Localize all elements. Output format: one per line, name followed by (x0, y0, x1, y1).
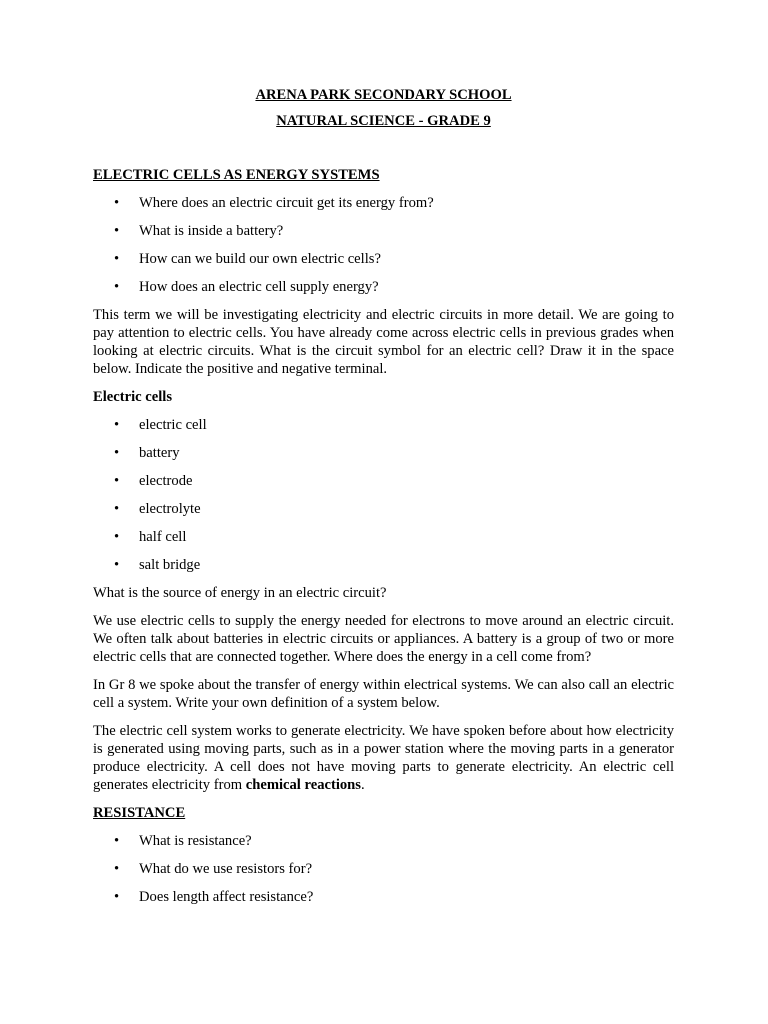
school-title: ARENA PARK SECONDARY SCHOOL (255, 87, 512, 103)
list-item-text: What is inside a battery? (139, 223, 284, 239)
bullet-icon: • (114, 833, 120, 849)
term-list (93, 416, 674, 574)
list-item (93, 888, 674, 906)
list-item-text: Where does an electric circuit get its energy from? (139, 195, 434, 211)
generation-paragraph-end: . (360, 777, 365, 793)
list-item (93, 416, 674, 434)
list-item (93, 194, 674, 212)
bullet-icon: • (114, 445, 120, 461)
list-item (93, 500, 674, 518)
list-item-text: salt bridge (139, 557, 201, 573)
generation-paragraph (93, 722, 674, 794)
list-item (93, 472, 674, 490)
list-item (93, 444, 674, 462)
list-item-text: What is resistance? (139, 833, 252, 849)
list-item (93, 556, 674, 574)
bullet-icon: • (114, 417, 120, 433)
list-item (93, 832, 674, 850)
question-list-energy (93, 194, 674, 296)
list-item-text: battery (139, 445, 180, 461)
list-item-text: How does an electric cell supply energy? (139, 279, 379, 295)
bullet-icon: • (114, 473, 120, 489)
generation-paragraph-text: The electric cell system works to generate electricity. We have spoken before about how electricity is generated using moving parts, such as in a power station where the moving parts in a generator produce electricity. A cell does not have moving parts to generate electricity. An electric cell generates electricity from (93, 723, 674, 793)
list-item-text: half cell (139, 529, 187, 545)
list-item-text: electric cell (139, 417, 207, 433)
bullet-icon: • (114, 861, 120, 877)
bullet-icon: • (114, 223, 120, 239)
bullet-icon: • (114, 889, 120, 905)
system-paragraph: In Gr 8 we spoke about the transfer of energy within electrical systems. We can also call an electric cell a system. Write your own definition of a system below. (93, 677, 674, 711)
bullet-icon: • (114, 529, 120, 545)
bullet-icon: • (114, 251, 120, 267)
list-item (93, 250, 674, 268)
list-item-text: electrode (139, 473, 193, 489)
intro-paragraph: This term we will be investigating electricity and electric circuits in more detail. We are going to pay attention to electric cells. You have already come across electric cells in previous grades when looking at electric circuits. What is the circuit symbol for an electric cell? Draw it in the space below. Indicate the positive and negative terminal. (93, 307, 674, 377)
subject-title: NATURAL SCIENCE - GRADE 9 (276, 113, 491, 129)
question-list-resistance (93, 832, 674, 906)
section-heading-resistance: RESISTANCE (93, 805, 186, 821)
batteries-paragraph: We use electric cells to supply the energy needed for electrons to move around an electric circuit. We often talk about batteries in electric circuits or appliances. A battery is a group of two or more electric cells that are connected together. Where does the energy in a cell come from? (93, 613, 674, 665)
bullet-icon: • (114, 501, 120, 517)
list-item-text: How can we build our own electric cells? (139, 251, 381, 267)
bullet-icon: • (114, 195, 120, 211)
list-item-text: What do we use resistors for? (139, 861, 313, 877)
bullet-icon: • (114, 557, 120, 573)
bullet-icon: • (114, 279, 120, 295)
list-item (93, 860, 674, 878)
subheading-electric-cells: Electric cells (93, 389, 173, 405)
chemical-reactions-term: chemical reactions (245, 777, 361, 793)
list-item-text: Does length affect resistance? (139, 889, 314, 905)
section-heading-electric-cells-energy: ELECTRIC CELLS AS ENERGY SYSTEMS (93, 167, 380, 183)
source-question: What is the source of energy in an electric circuit? (93, 585, 387, 601)
list-item-text: electrolyte (139, 501, 201, 517)
list-item (93, 278, 674, 296)
list-item (93, 528, 674, 546)
document-body (93, 86, 674, 916)
list-item (93, 222, 674, 240)
